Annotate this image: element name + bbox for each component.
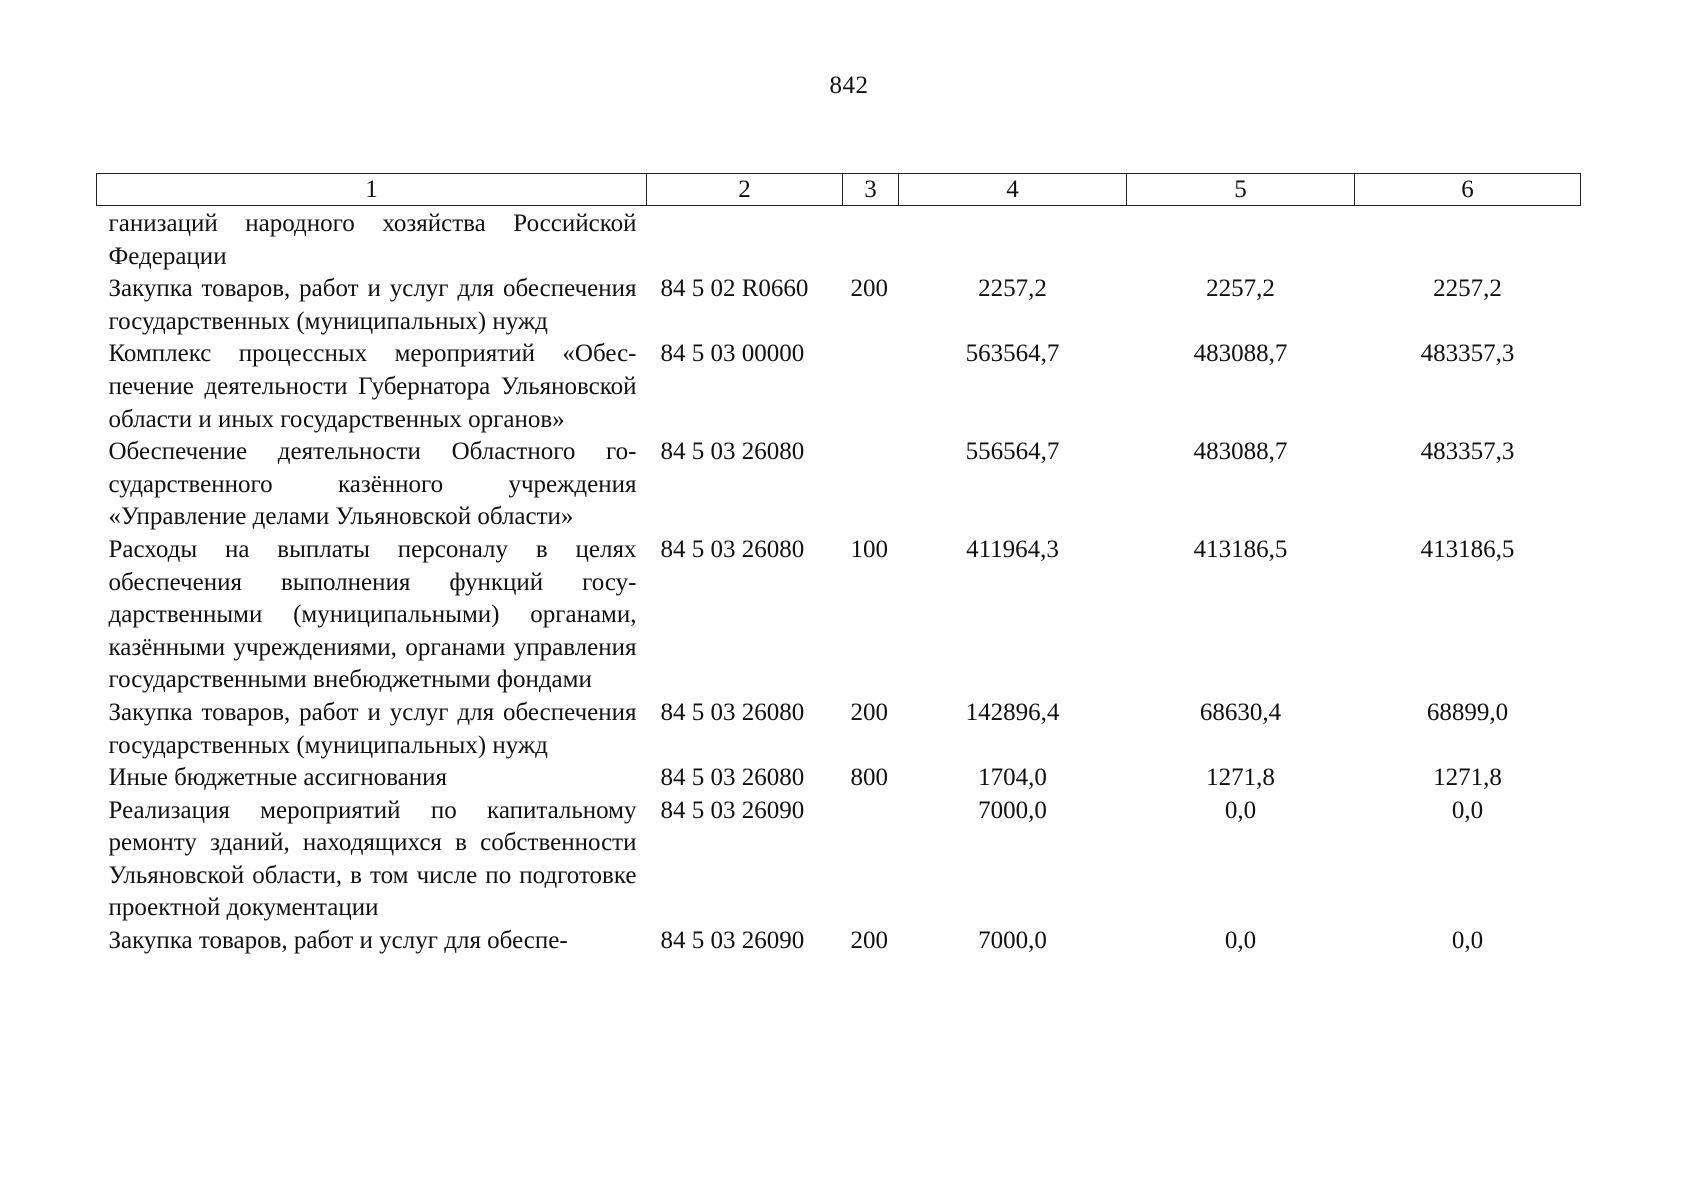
table-row [97,795,1581,925]
row-name: Расходы на выплаты персоналу в целях обеспечения выполнения функций государственными (муниципальными) органами, казёнными учреждениями, органами управления государственными внебюджетными фондами [108,535,637,694]
table-header-row [97,174,1581,206]
row-value-6: 68899,0 [1426,698,1509,726]
table-row [97,338,1581,436]
table-row [97,697,1581,762]
row-value-6: 483357,3 [1420,438,1515,466]
table-row [97,273,1581,338]
row-value-6: 0,0 [1451,796,1484,824]
row-expense-type: 200 [850,927,888,955]
row-value-5: 0,0 [1224,927,1257,955]
row-name: Комплекс процессных мероприятий «Обеспечение деятельности Губернатора Ульяновской области и иных государственных органов» [108,340,637,433]
row-value-4: 411964,3 [966,535,1059,563]
table-row [97,925,1581,958]
row-name: Закупка товаров, работ и услуг для обеспечения государственных (муниципальных) нужд [108,275,637,335]
row-value-5: 0,0 [1224,796,1257,824]
row-value-6: 1271,8 [1433,764,1502,792]
row-value-4: 7000,0 [978,927,1047,955]
row-code: 84 5 03 26080 [660,764,805,792]
row-expense-type: 800 [850,764,888,792]
column-header: 3 [843,174,899,206]
row-name: Обеспечение деятельности Областного государственного казённого учреждения «Управление делами Ульяновской области» [108,438,637,531]
column-header: 2 [647,174,843,206]
row-value-4: 7000,0 [978,796,1047,824]
row-code: 84 5 02 R0660 [660,275,809,303]
budget-table [96,173,1581,958]
row-name: Закупка товаров, работ и услуг для обеспечения государственных (муниципальных) нужд [108,698,637,759]
column-header: 4 [899,174,1127,206]
row-value-6: 0,0 [1451,927,1484,955]
row-value-4: 2257,2 [978,275,1047,303]
row-name: Реализация мероприятий по капитальному ремонту зданий, находящихся в собственности Ульяновской области, в том числе по подготовке проектной документации [108,796,637,922]
row-value-6: 483357,3 [1420,340,1515,368]
row-value-4 [899,206,1127,274]
table-row [97,206,1581,274]
row-code: 84 5 03 26080 [660,698,805,726]
row-value-4: 1704,0 [978,764,1047,792]
row-code: 84 5 03 26090 [660,796,805,824]
row-code: 84 5 03 26080 [660,535,805,563]
row-expense-type: 200 [850,698,888,726]
table-row [97,762,1581,795]
row-value-5: 483088,7 [1193,340,1288,368]
row-value-5: 1271,8 [1206,764,1275,792]
table-row [97,534,1581,697]
row-value-4: 563564,7 [965,340,1060,368]
row-value-5: 2257,2 [1206,275,1275,303]
row-expense-type: 200 [850,275,888,303]
row-name: ганизаций народного хозяйства Российской Федерации [108,210,637,270]
row-value-5: 68630,4 [1199,698,1282,726]
page-number: 842 [829,72,869,99]
row-name: Иные бюджетные ассигнования [108,764,448,792]
row-value-5 [1127,206,1355,274]
table-row [97,436,1581,534]
row-code: 84 5 03 26090 [660,927,805,955]
row-expense-type [843,338,899,436]
row-value-6 [1355,206,1581,274]
row-expense-type [843,795,899,925]
row-value-6: 2257,2 [1433,275,1502,303]
row-code: 84 5 03 26080 [660,438,805,466]
row-expense-type [843,206,899,274]
row-name: Закупка товаров, работ и услуг для обеспе- [108,927,568,955]
row-code: 84 5 03 00000 [660,340,805,368]
row-code [647,206,843,274]
row-expense-type: 100 [850,535,888,563]
row-value-5: 413186,5 [1193,535,1288,563]
row-value-5: 483088,7 [1193,438,1288,466]
row-value-4: 556564,7 [965,438,1060,466]
row-expense-type [843,436,899,534]
row-value-4: 142896,4 [965,698,1060,726]
row-value-6: 413186,5 [1420,535,1515,563]
column-header: 1 [97,174,647,206]
column-header: 5 [1127,174,1355,206]
column-header: 6 [1355,174,1581,206]
